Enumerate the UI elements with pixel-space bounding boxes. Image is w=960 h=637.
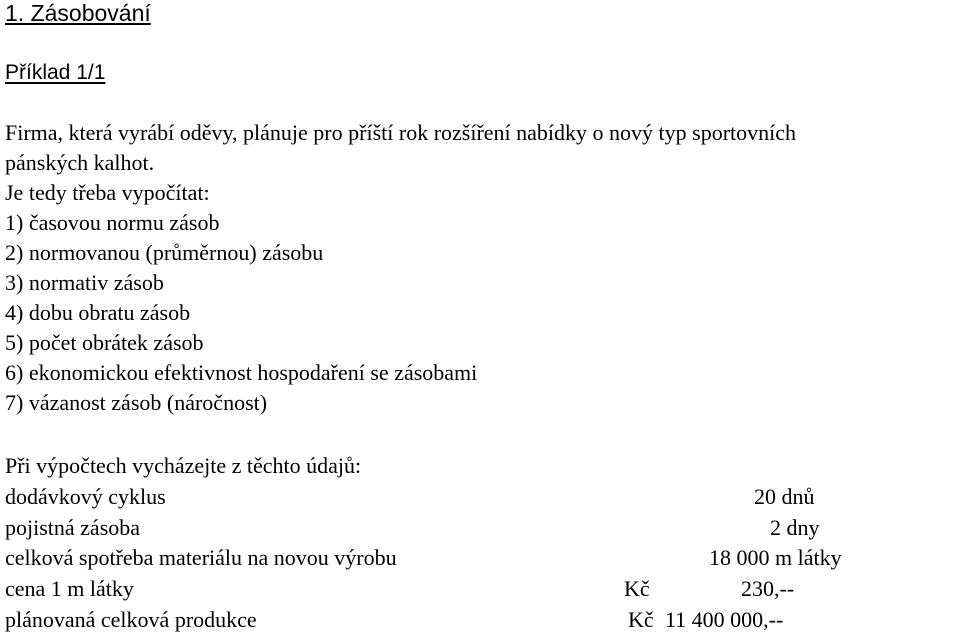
given-label: celková spotřeba materiálu na novou výrobu	[5, 545, 397, 570]
given-title: Při výpočtech vycházejte z těchto údajů:	[5, 453, 362, 478]
task-item: 2) normovanou (průměrnou) zásobu	[5, 240, 324, 265]
given-value: 2 dny	[770, 515, 820, 540]
given-label: dodávkový cyklus	[5, 484, 166, 509]
given-label: cena 1 m látky	[5, 576, 134, 601]
task-item: 3) normativ zásob	[5, 270, 164, 295]
section-heading: 1. Zásobování	[5, 0, 151, 26]
given-value: 230,--	[741, 576, 795, 601]
given-value: 20 dnů	[754, 484, 815, 509]
given-label: plánovaná celková produkce	[5, 607, 257, 632]
task-item: 1) časovou normu zásob	[5, 210, 220, 235]
task-item: 5) počet obrátek zásob	[5, 330, 204, 355]
task-item: 6) ekonomickou efektivnost hospodaření se zásobami	[5, 360, 478, 385]
given-currency: Kč	[628, 607, 654, 632]
example-heading: Příklad 1/1	[5, 61, 106, 84]
task-item: 7) vázanost zásob (náročnost)	[5, 390, 268, 415]
given-value: 18 000 m látky	[709, 545, 842, 570]
intro-line-2: pánských kalhot.	[5, 150, 155, 175]
given-value: 11 400 000,--	[665, 607, 784, 632]
task-item: 4) dobu obratu zásob	[5, 300, 191, 325]
given-currency: Kč	[624, 576, 650, 601]
task-intro: Je tedy třeba vypočítat:	[5, 180, 210, 205]
intro-line-1: Firma, která vyrábí oděvy, plánuje pro příští rok rozšíření nabídky o nový typ sportovních	[5, 120, 797, 145]
given-label: pojistná zásoba	[5, 515, 141, 540]
